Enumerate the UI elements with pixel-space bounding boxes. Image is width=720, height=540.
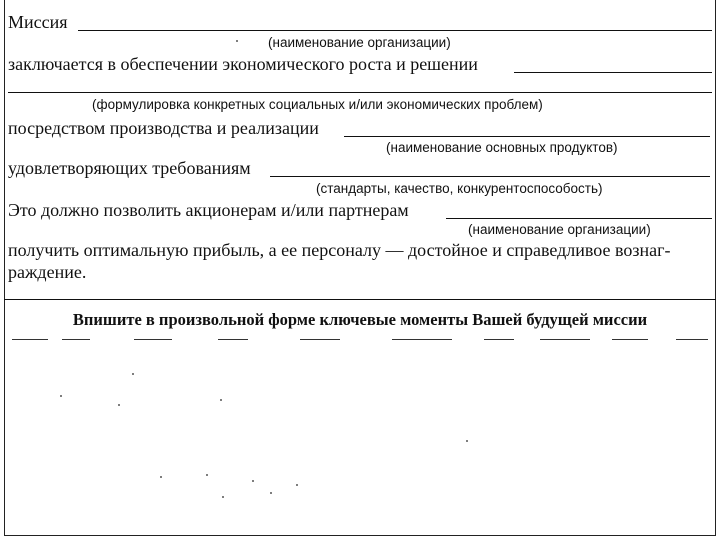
- scan-speck: [206, 474, 208, 476]
- scan-speck: [252, 480, 254, 482]
- products-field[interactable]: [344, 136, 710, 137]
- scan-speck: [220, 399, 222, 401]
- mission-growth-text: заключается в обеспечении экономического роста и решении: [8, 54, 478, 74]
- shareholders-text: Это должно позволить акционерам и/или партнерам: [8, 200, 409, 220]
- section-divider: [4, 299, 716, 300]
- writing-guide-dash: [612, 339, 648, 340]
- scan-speck: [60, 395, 62, 397]
- writing-guide-dash: [676, 339, 708, 340]
- standards-field[interactable]: [270, 176, 710, 177]
- writing-guide-dash: [540, 339, 590, 340]
- standards-caption: (стандарты, качество, конкурентоспособость): [316, 181, 603, 196]
- mission-prompt-heading: Впишите в произвольной форме ключевые моменты Вашей будущей миссии: [72, 310, 648, 329]
- scan-speck: [222, 496, 224, 498]
- writing-guide-dash: [218, 339, 248, 340]
- mission-label: Миссия: [8, 12, 68, 32]
- profit-text: получить оптимальную прибыль, а ее персоналу — достойное и справедливое вознаг-: [8, 240, 671, 260]
- document-frame: [4, 0, 716, 536]
- production-text: посредством производства и реализации: [8, 118, 319, 138]
- problems-field-part1[interactable]: [514, 72, 712, 73]
- organization-name-caption: (наименование организации): [268, 35, 451, 50]
- products-caption: (наименование основных продуктов): [386, 140, 618, 155]
- reward-text: раждение.: [8, 262, 87, 282]
- scan-speck: [236, 40, 238, 42]
- writing-guide-dash: [12, 339, 48, 340]
- writing-guide-dash: [134, 339, 172, 340]
- writing-guide-dash: [62, 339, 90, 340]
- writing-guide-dash: [484, 339, 514, 340]
- scan-speck: [118, 404, 120, 406]
- scan-speck: [466, 440, 468, 442]
- problems-caption: (формулировка конкретных социальных и/или экономических проблем): [92, 97, 543, 112]
- organization-name-field[interactable]: [78, 30, 712, 31]
- requirements-text: удовлетворяющих требованиям: [8, 158, 251, 178]
- problems-field-part2[interactable]: [8, 92, 712, 93]
- scan-speck: [296, 484, 298, 486]
- writing-guide-dash: [300, 339, 340, 340]
- scan-speck: [132, 373, 134, 375]
- partner-organization-field[interactable]: [446, 218, 712, 219]
- writing-guide-dash: [392, 339, 452, 340]
- partner-organization-caption: (наименование организации): [468, 222, 651, 237]
- scan-speck: [270, 492, 272, 494]
- scan-speck: [160, 476, 162, 478]
